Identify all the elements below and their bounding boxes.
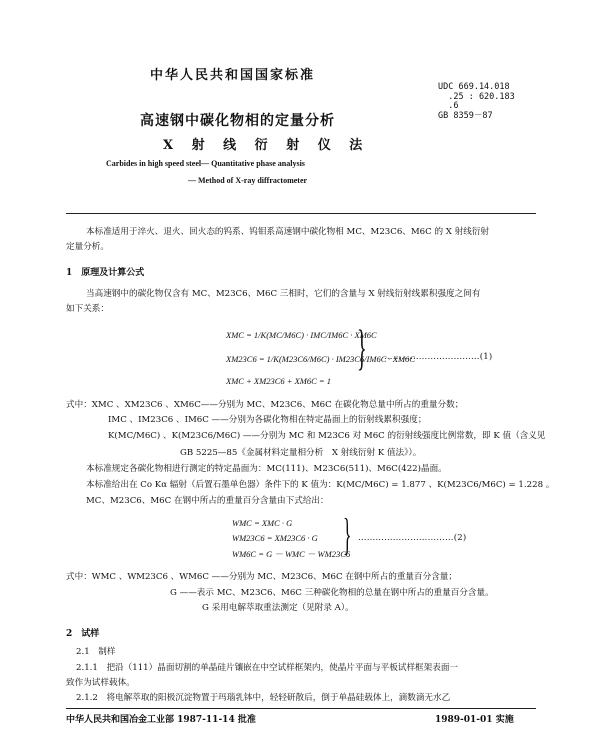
- intro-paragraph-line: 定量分析。: [66, 242, 109, 252]
- equation-2-line: WM6C = G － WMC － WM23C6: [232, 549, 351, 559]
- document-title-en: Carbides in high speed steel— Quantitative phase analysis: [106, 159, 305, 168]
- paragraph-line: 2.1.2 将电解萃取的阳极沉淀物置于玛瑙乳钵中，轻轻研散后，倒于单晶硅载体上，滴数滴无水乙: [76, 693, 451, 703]
- intro-paragraph-line: 本标准适用于淬火、退火、回火态的钨系、钨钼系高速钢中碳化物相 MC、M23C6、M6C 的 X 射线衍射: [86, 227, 490, 237]
- udc-line: .25 : 620.183: [438, 91, 515, 102]
- equation-1-line: XM23C6 = 1/K(M23C6/M6C) · IM23C6/IM6C · XM6C: [226, 354, 415, 364]
- equation-1-number: ……………………………(1): [384, 352, 493, 362]
- document-subtitle-cn: X 射 线 衍 射 仪 法: [163, 138, 370, 153]
- section-1-heading: 1 原理及计算公式: [66, 268, 145, 278]
- udc-line: .6: [438, 101, 459, 111]
- paragraph-line: MC、M23C6、M6C 在钢中所占的重量百分含量由下式给出：: [86, 496, 329, 506]
- paragraph-line: 2.1.1 把沿（111）晶面切割的单晶硅片镶嵌在中空试样框架内，使晶片平面与平板试样框架表面一: [76, 663, 459, 673]
- footer-divider: [66, 708, 536, 709]
- paragraph-line: 本标准规定各碳化物相进行测定的特定晶面为：MC(111)、M23C6(511)、M6C(422)晶面。: [86, 464, 447, 474]
- where-line: G 采用电解萃取重法测定（见附录 A）。: [202, 603, 354, 613]
- equation-brace: }: [357, 319, 367, 375]
- subsection-heading: 2.1 制样: [76, 647, 116, 657]
- where-line: 式中：WMC 、WM23C6 、WM6C ——分别为 MC、M23C6、M6C 在钢中所占的重量百分含量；: [66, 572, 457, 582]
- document-title-cn: 高速钢中碳化物相的定量分析: [140, 113, 335, 129]
- approval-date: 中华人民共和国冶金工业部 1987-11-14 批准: [66, 715, 256, 725]
- where-line: K(MC/M6C) 、K(M23C6/M6C) ——分别为 MC 和 M23C6 对 M6C 的衍射线强度比例常数，即 K 值（含义见: [108, 431, 546, 441]
- equation-2-number: ……………………………(2): [358, 533, 467, 543]
- header-divider: [66, 213, 536, 214]
- standard-organization: 中华人民共和国国家标准: [150, 68, 316, 83]
- equation-1-line: XMC + XM23C6 + XM6C = 1: [226, 376, 332, 386]
- paragraph-line: 本标准给出在 Co Kα 辐射（后置石墨单色器）条件下的 K 值为：K(MC/M6C) = 1.877 、K(M23C6/M6C) = 1.228 。: [86, 480, 555, 490]
- equation-brace: }: [343, 510, 352, 559]
- udc-line: UDC 669.14.018: [438, 82, 510, 92]
- where-line: 式中：XMC 、XM23C6 、XM6C——分别为 MC、M23C6、M6C 在碳化物总量中所占的重量分数；: [66, 400, 464, 410]
- where-line: GB 5225—85《金属材料定量相分析 X 射线衍射 K 值法》）。: [180, 448, 422, 458]
- udc-classification: [438, 83, 515, 121]
- where-line: G ——表示 MC、M23C6、M6C 三种碳化物相的总量在钢中所占的重量百分含量。: [170, 588, 494, 598]
- equation-2-line: WM23C6 = XM23C6 · G: [232, 533, 318, 543]
- paragraph-line: 当高速钢中的碳化物仅含有 MC、M23C6、M6C 三相时，它们的含量与 X 射线衍射线累积强度之间有: [86, 289, 481, 299]
- paragraph-line: 如下关系：: [66, 304, 109, 314]
- equation-2-line: WMC = XMC · G: [232, 518, 293, 528]
- document-subtitle-en: — Method of X-ray diffractometer: [188, 176, 308, 185]
- paragraph-line: 致作为试样载体。: [66, 678, 135, 688]
- equation-1-line: XMC = 1/K(MC/M6C) · IMC/IM6C · XM6C: [226, 330, 377, 340]
- where-line: IMC 、IM23C6 、IM6C ——分别为各碳化物相在特定晶面上的衍射线累积强度；: [108, 415, 427, 425]
- gb-number: GB 8359－87: [438, 110, 493, 121]
- effective-date: 1989-01-01 实施: [435, 715, 514, 725]
- section-2-heading: 2 试样: [66, 629, 100, 639]
